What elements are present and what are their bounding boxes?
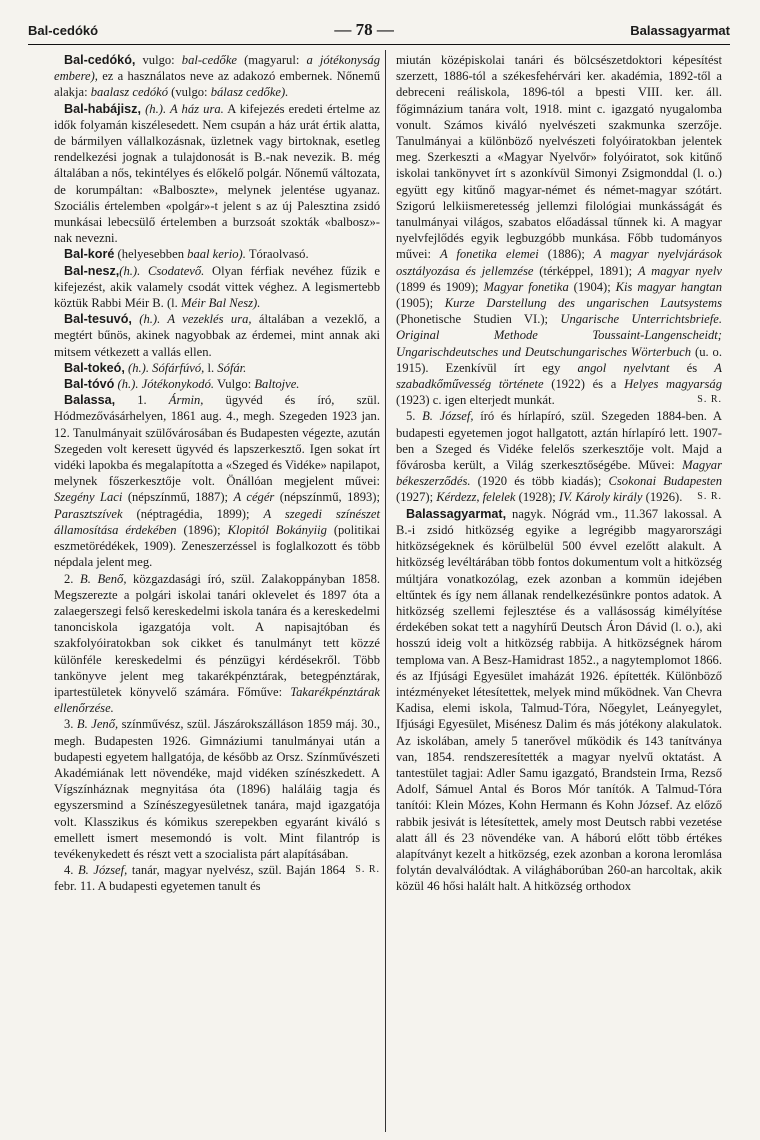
entry-paragraph: Bal-habájisz, (h.). A ház ura. A kifejezés eredeti értelme az idők folyamán kiszélesedett. Nem csupán a ház urát értik alatta, de bármilyen vállalkozásnak, üzletnek vagy birtoknak, esetleg rendelkezési jognak a tulajdonosát is B.-nak nevezik. B. még általában a nős, tekintélyes és előkelő polgár. Nőnemű változata, de korumpáltan: «Balboszte», melynek jelentése ugyanaz. Szociális értelemben «polgár»-t jelent s az új Palesztina zsidó munkásai lebecsülő értelemben a burzsoát szokták «balbosz»-nak nevezni.	[54, 101, 380, 246]
italic-term: Kurze Darstellung des ungarischen Lautsystems	[444, 296, 722, 311]
italic-term: Sófár.	[217, 360, 247, 375]
italic-term: Csokonai Budapesten	[608, 474, 723, 489]
italic-term: B. Benő,	[80, 571, 127, 586]
header-right-keyword: Balassagyarmat	[630, 22, 730, 38]
entry-paragraph: Bal-tokeó, (h.). Sófárfúvó, l. Sófár.	[64, 360, 247, 375]
italic-term: (h.). Sófárfúvó,	[128, 360, 205, 375]
entry-headword: Bal-tesuvó,	[64, 312, 132, 327]
header-left-keyword: Bal-cedókó	[28, 22, 99, 38]
italic-term: Ungarische Unterrichtsbriefe. Original Methode Toussaint-Langenscheidt; Ungarischdeutsches und Deutschungarisches Wörterbuch	[396, 312, 722, 359]
entry-paragraph: Bal-koré (helyesebben baal kerio). Tóraolvasó.	[64, 247, 309, 262]
italic-term: Klopitól Bokányiig	[227, 522, 327, 537]
entry-paragraph: Bal-tesuvó, (h.). A vezeklés ura, általában a vezeklő, a megtért bűnös, akinek nagyobbak az érdemei, mint annak aki mitsem vétkezett a vallás ellen.	[54, 312, 381, 359]
italic-term: Parasztszívek	[54, 506, 123, 521]
entry-paragraph: miután középiskolai tanári és bölcsészetdoktori képesítést szerzett, 1886-tól a székesfehérvári ker. akadémia, 1892-től a debreceni reáliskola, 1896-tól a bpesti VIII. ker. áll. főgimnázium tanára volt, 1918. mint c. igazgató nyugalomba vonult. Számos kiváló nyelvészeti szakmunka szerzője. Tanulmányai a különböző nyelvészeti folyóiratokban jelentek meg. Szerkeszti a «Magyar Nyelvőr» folyóiratot, sok kitűnő iskolai tankönyvet írt s azonkívül Simonyi Zsigmonddal (l. o.) együtt egy kitűnő magyar-német és német-magyar szótárt. Szigorú lelkiismeretesség jellemzi filológiai munkásságát és tanulmányai világos, szabatos előadással tűnnek ki. A magyar nyelvfejlődés egyik legbuzgóbb munkása. Főbb tudományos művei: A fonetika elemei (1886); A magyar nyelvjárások osztályozása és jellemzése (térképpel, 1891); A magyar nyelv (1899 és 1909); Magyar fonetika (1904); Kis magyar hangtan (1905); Kurze Darstellung des ungarischen Lautsystems (Phonetische Studien VI.); Ungarische Unterrichtsbriefe. Original Methode Toussaint-Langenscheidt; Ungarischdeutsches und Deutschungarisches Wörterbuch (u. o. 1915). Ezenkívül írt egy angol nyelvtant és A szabadkőművesség története (1922) és a Helyes magyarság (1923) c. igen elterjedt munkát. S. R.	[396, 53, 723, 408]
italic-term: Magyar békeszerződés.	[396, 458, 722, 489]
entry-paragraph: Bal-nesz,(h.). Csodatevő. Olyan férfiak nevéhez fűzik e kifejezést, akik valamely csodát vittek véghez. A legismertebb köztük Rabbi Méir B. (l. Méir Bal Nesz).	[54, 263, 380, 311]
italic-term: A magyar nyelvjárások osztályozása és jellemzése	[396, 247, 722, 278]
right-column	[396, 52, 722, 895]
italic-term: a jótékonyság embere),	[54, 53, 380, 84]
italic-term: baal kerio).	[187, 247, 246, 262]
author-signature: S. R.	[355, 864, 380, 876]
running-head	[28, 18, 730, 42]
italic-term: B. Jenő,	[76, 717, 119, 732]
entry-paragraph: 4. B. József, tanár, magyar nyelvész, szül. Baján 1864 febr. 11. A budapesti egyetemen tanult és	[54, 863, 346, 894]
italic-term: (h.). Csodatevő.	[119, 263, 205, 278]
entry-paragraph: Balassa, 1. Ármin, ügyvéd és író, szül. Hódmezővásárhelyen, 1861 aug. 4., megh. Szegeden 1923 jan. 12. Tanulmányait szülővárosában és Budapesten végezte, azután Szegeden volt keresett ügyvéd és lapszerkesztő. Igen sokat írt vidéki lapokba és megalapította a «Szeged és Vidéke» napilapot, melynek főszerkesztője volt. Önállóan megjelent művei: Szegény Laci (népszínmű, 1887); A cégér (népszínmű, 1893); Parasztszívek (néptragédia, 1899); A szegedi színészet államosítása érdekében (1896); Klopitól Bokányiig (politikai eszmetörédékek, 1909). Zeneszerzéssel is foglalkozott és több népdala jelent meg.	[54, 393, 381, 570]
left-column	[54, 52, 380, 895]
entry-headword: Bal-tóvó	[64, 377, 115, 392]
italic-term: (h.). A ház ura.	[145, 101, 224, 116]
italic-term: Kis magyar hangtan	[615, 279, 723, 294]
entry-paragraph: 2. B. Benő, közgazdasági író, szül. Zalakoppányban 1858. Megszerezte a polgári iskolai tanári oklevelet és 1897 óta a zalaegerszegi felső kereskedelmi iskola tanára és a kereskedelmi tanonciskola igazgatója volt. A napisajtóban és szakfolyóiratokban sok cikket és tanulmányt tett közzé különféle kereskedelmi és pénzügyi kérdésekről. Több tankönyve jelent meg takarékpénztárak, betegpénztárak, ipartestületek könyvelő számára. Főműve: Takarékpénztárak ellenőrzése.	[54, 571, 381, 716]
italic-term: B. József,	[77, 863, 128, 878]
italic-term: Méir Bal Nesz).	[180, 296, 261, 311]
italic-term: Ármin,	[168, 393, 204, 408]
italic-term: (h.). Jótékonykodó.	[117, 377, 215, 392]
italic-term: B. József,	[422, 409, 474, 424]
italic-term: A szabadkőművesség története	[396, 360, 722, 392]
entry-paragraph: 3. B. Jenő, színművész, szül. Jászárokszálláson 1859 máj. 30., megh. Budapesten 1926. Gimnáziumi tanulmányai után a budapesti egyetem hallgatója, de később az Orsz. Színművészeti Akadémiának lett növendéke, majd vidéken színészkedett. A Vígszínháznak megnyitása óta (1896) haláláig tagja és egyszersmind a Színészegyesületnek tanára, majd igazgatója volt. Klasszikus és kómikus szerepekben egyaránt kiváló s emellett ismert mesemondó is volt. Mint filantróp is tevékenykedett és részt vett a szocialista párt alapításában. S. R.	[54, 716, 380, 862]
entry-headword: Bal-tokeó,	[64, 360, 125, 375]
italic-term: angol nyelvtant	[577, 360, 670, 375]
italic-term: (h.). A vezeklés ura,	[139, 312, 252, 327]
italic-term: Szegény Laci	[54, 490, 123, 505]
entry-headword: Bal-habájisz,	[64, 101, 141, 116]
entry-paragraph: 5. B. József, író és hírlapíró, szül. Szegeden 1884-ben. A budapesti egyetemen jogot hallgatott, aztán hírlapíró lett. 1907-ben a Szeged és Vidéke felelős szerkesztője volt. Majd a fővárosba került, a Világ szerkesztőségébe. Művei: Magyar békeszerződés. (1920 és több kiadás); Csokonai Budapesten (1927); Kérdezz, felelek (1928); IV. Károly király (1926). S. R.	[396, 409, 723, 505]
entry-headword: Bal-cedókó,	[64, 53, 136, 67]
author-signature: S. R.	[697, 491, 722, 503]
italic-term: Baltojve.	[254, 377, 300, 392]
italic-term: A cégér	[233, 490, 275, 505]
italic-term: Magyar fonetika	[483, 279, 569, 294]
italic-term: baalasz cedókó	[90, 85, 169, 100]
column-divider	[385, 50, 386, 1132]
entry-headword: Balassa,	[64, 393, 116, 408]
entry-headword: Bal-koré	[64, 247, 115, 262]
italic-term: bálasz cedőke).	[210, 85, 289, 100]
entry-headword: Balassagyarmat,	[406, 506, 507, 521]
entry-paragraph: Balassagyarmat, nagyk. Nógrád vm., 11.367 lakossal. A B.-i zsidó hitközség egyike a legrégibb magyarországi hitközségeknek és körülbelül 500 évvel ezelőtt alakult. A hitközség levéltárában több fontos dokumentum volt a hitközség múltjára vonatkozólag, ezek azonban a kommün idejében eltűntek és így nem állanak rendelkezésünkre pontos adatok. A hitközség szellemi fejlesztése és a vallásosság kimélyítése érdekében sokat tett a nagyhírű Deutsch Áron Dávid (l. o.), aki hosszú ideig volt a hitközség rabbija. A hitközségnek három templома van. A Besz-Hamidrast 1852., a nagytemplomot 1866. és az Ifjúsági Egyesület imaházát 1926. építették. Különböző intézményeket létesítettek, melyek mind működnek. Van Chevra Kadisa, elemi iskola, Talmud-Tóra, Nőegylet, Leányegylet, Ifjúsági Egyesület, Misénesz Dalim és más jótékony alakulatok. Az iskolában, amely 5 tanerővel működik és 143 tanítványa van, 1854. rendszeresítették a magyar nyelvű oktatást. A tantestület tagjai: Adler Samu igazgató, Brandstein Irma, Rezső Adolf, Sámuel Antal és Boros Mór tanítók. A Talmud-Tóra tanítói: Klein Mózes, Kohn Hermann és Kohn József. Az előző rabbik jesivát is létesítettek, amely most Deutsch rabbi vezetése alatt áll és 23 növendéke van. A háború előtt több értékes alapítványt kezelt a hitközség, ezek azonban a korona leromlása folytán devalválódtak. A világháborúban 260-an harcoltak, akik közül 46 hősi halált halt. A hitközség orthodox	[396, 506, 722, 894]
italic-term: Takarékpénztárak ellenőrzése.	[54, 684, 380, 716]
italic-term: bal-cedőke	[181, 53, 238, 67]
author-signature: S. R.	[697, 394, 722, 406]
italic-term: Helyes magyarság	[624, 377, 723, 392]
entry-paragraph: Bal-tóvó (h.). Jótékonykodó. Vulgo: Baltojve.	[64, 377, 300, 392]
italic-term: Kérdezz, felelek	[436, 490, 516, 505]
italic-term: A fonetika elemei	[439, 247, 539, 262]
italic-term: IV. Károly király	[558, 490, 643, 505]
italic-term: A magyar nyelv	[637, 263, 722, 278]
italic-term: A szegedi színészet államosítása érdekében	[54, 506, 380, 537]
header-rule	[28, 44, 730, 45]
page-number: — 78 —	[334, 20, 394, 39]
entry-headword: Bal-nesz,	[64, 263, 120, 278]
entry-paragraph: Bal-cedókó, vulgo: bal-cedőke (magyarul: a jótékonyság embere), ez a használatos neve az adakozó embernek. Nőnemű alakja: baalasz cedókó (vulgo: bálasz cedőke).	[54, 53, 380, 100]
